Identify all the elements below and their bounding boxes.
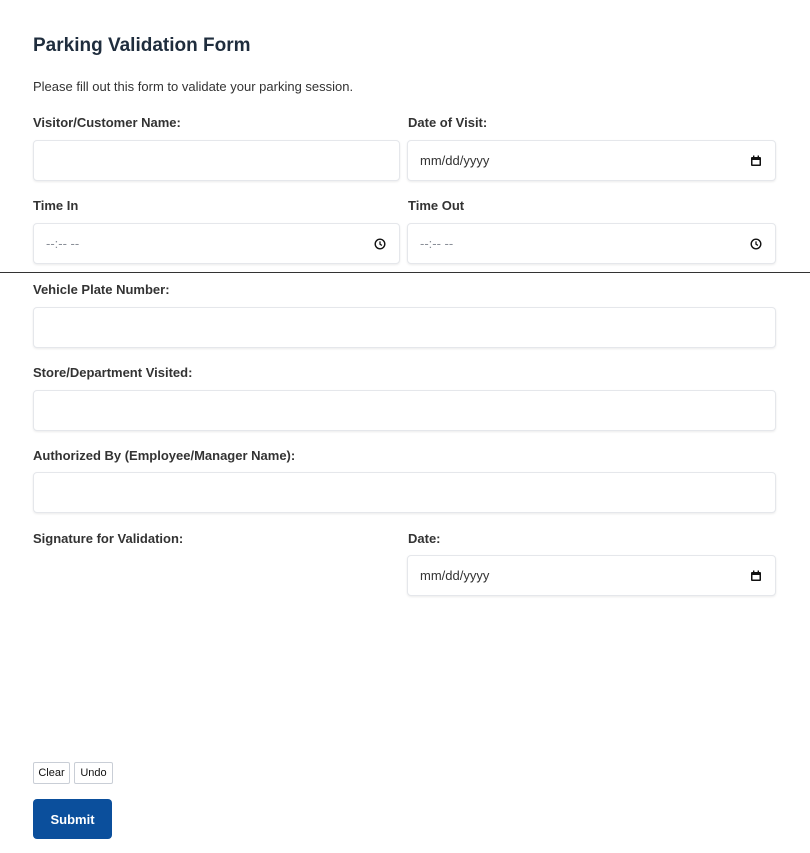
calendar-icon[interactable] (749, 154, 763, 168)
visitor-name-input[interactable] (33, 140, 400, 181)
date-of-visit-input[interactable] (407, 140, 776, 181)
time-out-placeholder: --:-- -- (420, 236, 454, 251)
time-in-input[interactable] (33, 223, 400, 264)
date-of-visit-label: Date of Visit: (408, 115, 488, 130)
authorized-by-input[interactable] (33, 472, 776, 513)
date-of-visit-placeholder: mm/dd/yyyy (420, 153, 490, 168)
signature-pad[interactable] (33, 555, 393, 750)
authorized-by-label: Authorized By (Employee/Manager Name): (33, 448, 296, 463)
time-in-placeholder: --:-- -- (46, 236, 80, 251)
calendar-icon[interactable] (749, 569, 763, 583)
signature-date-input[interactable] (407, 555, 776, 596)
form-title: Parking Validation Form (33, 35, 251, 56)
clock-icon[interactable] (373, 237, 387, 251)
time-in-label: Time In (33, 198, 79, 213)
form-intro: Please fill out this form to validate your parking session. (33, 79, 354, 94)
vehicle-plate-label: Vehicle Plate Number: (33, 282, 170, 297)
time-out-label: Time Out (408, 198, 465, 213)
undo-button[interactable]: Undo (74, 762, 113, 784)
store-department-label: Store/Department Visited: (33, 365, 193, 380)
signature-date-label: Date: (408, 531, 441, 546)
submit-button[interactable]: Submit (33, 799, 112, 839)
time-out-input[interactable] (407, 223, 776, 264)
store-department-input[interactable] (33, 390, 776, 431)
signature-label: Signature for Validation: (33, 531, 184, 546)
horizontal-divider (0, 272, 810, 273)
signature-date-placeholder: mm/dd/yyyy (420, 568, 490, 583)
vehicle-plate-input[interactable] (33, 307, 776, 348)
clear-button[interactable]: Clear (33, 762, 70, 784)
visitor-name-label: Visitor/Customer Name: (33, 115, 181, 130)
clock-icon[interactable] (749, 237, 763, 251)
